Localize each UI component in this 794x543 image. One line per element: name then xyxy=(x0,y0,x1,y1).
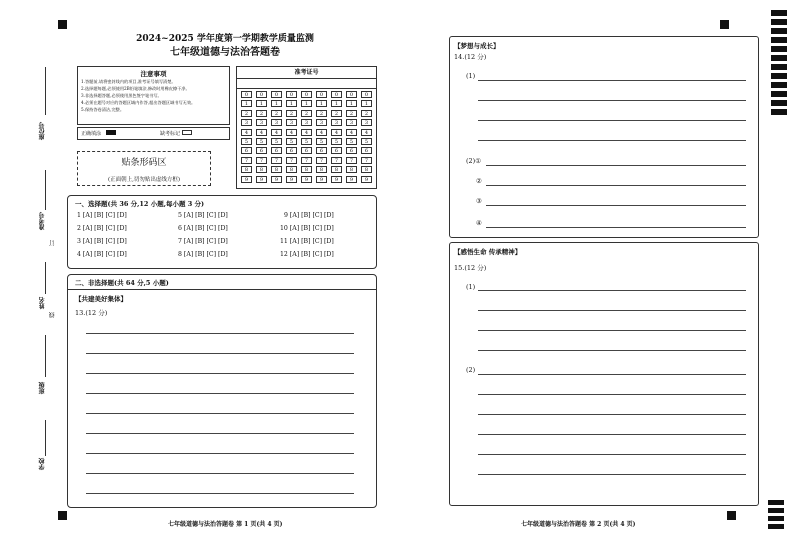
answer-line xyxy=(478,100,746,101)
mc-question[interactable]: 11 [A] [B] [C] [D] xyxy=(280,238,334,245)
exam-digit-bubble[interactable]: 9 xyxy=(241,176,252,183)
exam-digit-bubble[interactable]: 0 xyxy=(241,91,252,98)
notice-item: 2.选择题每题,必须使用2B铅笔填涂,修改时用橡皮擦干净。 xyxy=(81,86,190,91)
answer-line xyxy=(478,434,746,435)
exam-digit-bubble[interactable]: 9 xyxy=(256,176,267,183)
exam-digit-bubble[interactable]: 4 xyxy=(316,129,327,136)
exam-digit-bubble[interactable]: 5 xyxy=(256,138,267,145)
question-label: 14.(12 分) xyxy=(454,53,487,61)
answer-line xyxy=(478,140,746,141)
binding-mark: 线 xyxy=(49,312,56,318)
paper-title: 七年级道德与法治答题卷 xyxy=(170,47,280,58)
exam-digit-bubble[interactable]: 2 xyxy=(361,110,372,117)
exam-digit-bubble[interactable]: 9 xyxy=(361,176,372,183)
mc-question[interactable]: 12 [A] [B] [C] [D] xyxy=(280,251,334,258)
exam-digit-bubble[interactable]: 2 xyxy=(256,110,267,117)
answer-line xyxy=(478,290,746,291)
answer-line xyxy=(478,374,746,375)
exam-digit-bubble[interactable]: 1 xyxy=(241,100,252,107)
exam-digit-bubble[interactable]: 4 xyxy=(271,129,282,136)
dream-growth-section xyxy=(449,36,759,238)
divider xyxy=(68,289,376,290)
mc-question[interactable]: 2 [A] [B] [C] [D] xyxy=(77,225,127,232)
answer-line xyxy=(478,80,746,81)
question-label: 13.(12 分) xyxy=(75,309,108,317)
mc-question[interactable]: 9 [A] [B] [C] [D] xyxy=(284,212,334,219)
exam-digit-bubble[interactable]: 6 xyxy=(286,147,297,154)
correct-fill-label: 正确填涂 xyxy=(81,131,102,137)
answer-line xyxy=(478,454,746,455)
section-title: 一、选择题(共 36 分,12 小题,每小题 3 分) xyxy=(75,200,205,208)
exam-digit-bubble[interactable]: 2 xyxy=(346,110,357,117)
seat-number-line xyxy=(45,67,46,115)
exam-digit-bubble[interactable]: 7 xyxy=(316,157,327,164)
notice-item: 1.答题前,请将密封线内的项目,准考证号填写清楚。 xyxy=(81,79,176,84)
exam-digit-bubble[interactable]: 1 xyxy=(361,100,372,107)
exam-digit-bubble[interactable]: 0 xyxy=(301,91,312,98)
exam-digit-bubble[interactable]: 6 xyxy=(331,147,342,154)
exam-digit-bubble[interactable]: 5 xyxy=(316,138,327,145)
exam-digit-bubble[interactable]: 3 xyxy=(271,119,282,126)
exam-digit-bubble[interactable]: 6 xyxy=(301,147,312,154)
page-footer-left: 七年级道德与法治答题卷 第 1 页(共 4 页) xyxy=(168,521,283,528)
topic-title: 【共建美好集体】 xyxy=(75,295,127,303)
exam-digit-bubble[interactable]: 8 xyxy=(256,166,267,173)
exam-digit-bubble[interactable]: 9 xyxy=(301,176,312,183)
exam-digit-bubble[interactable]: 6 xyxy=(346,147,357,154)
answer-line xyxy=(486,185,746,186)
answer-line xyxy=(86,373,354,374)
mc-question[interactable]: 4 [A] [B] [C] [D] xyxy=(77,251,127,258)
exam-digit-bubble[interactable]: 1 xyxy=(331,100,342,107)
missing-mark-box[interactable] xyxy=(182,130,192,135)
exam-digit-bubble[interactable]: 4 xyxy=(256,129,267,136)
exam-digit-bubble[interactable]: 8 xyxy=(271,166,282,173)
exam-digit-bubble[interactable]: 5 xyxy=(271,138,282,145)
exam-digit-bubble[interactable]: 5 xyxy=(346,138,357,145)
mc-question[interactable]: 3 [A] [B] [C] [D] xyxy=(77,238,127,245)
exam-digit-bubble[interactable]: 1 xyxy=(316,100,327,107)
exam-number-grid xyxy=(236,66,377,189)
exam-digit-bubble[interactable]: 6 xyxy=(271,147,282,154)
exam-digit-bubble[interactable]: 6 xyxy=(361,147,372,154)
exam-digit-bubble[interactable]: 3 xyxy=(346,119,357,126)
exam-digit-bubble[interactable]: 7 xyxy=(346,157,357,164)
exam-digit-bubble[interactable]: 4 xyxy=(301,129,312,136)
mc-question[interactable]: 8 [A] [B] [C] [D] xyxy=(178,251,228,258)
scan-strip xyxy=(771,10,787,128)
exam-digit-bubble[interactable]: 9 xyxy=(271,176,282,183)
name-label: 姓名 xyxy=(39,297,46,309)
class-line xyxy=(45,335,46,377)
exam-number-write-row[interactable] xyxy=(237,78,376,89)
exam-digit-bubble[interactable]: 2 xyxy=(271,110,282,117)
binding-mark: 订 xyxy=(49,240,56,246)
answer-line xyxy=(478,310,746,311)
exam-digit-bubble[interactable]: 2 xyxy=(331,110,342,117)
fill-sample-row xyxy=(77,127,230,140)
exam-digit-bubble[interactable]: 1 xyxy=(271,100,282,107)
mc-question[interactable]: 5 [A] [B] [C] [D] xyxy=(178,212,228,219)
exam-digit-bubble[interactable]: 2 xyxy=(241,110,252,117)
sub-question-label: ③ xyxy=(476,197,482,205)
exam-digit-bubble[interactable]: 3 xyxy=(361,119,372,126)
exam-digit-bubble[interactable]: 8 xyxy=(346,166,357,173)
exam-digit-bubble[interactable]: 5 xyxy=(301,138,312,145)
scan-strip-bottom xyxy=(768,500,784,540)
school-label: 学校 xyxy=(39,458,46,470)
notice-item: 4.必须在题号对应的答题区域内作答,超出答题区域书写无效。 xyxy=(81,100,196,105)
sub-question-label: ④ xyxy=(476,219,482,227)
registration-mark xyxy=(58,511,67,520)
exam-digit-bubble[interactable]: 3 xyxy=(331,119,342,126)
notice-item: 5.保持答卷清洁,完整。 xyxy=(81,107,125,112)
exam-digit-bubble[interactable]: 2 xyxy=(286,110,297,117)
answer-line xyxy=(478,394,746,395)
answer-line xyxy=(86,473,354,474)
exam-digit-bubble[interactable]: 4 xyxy=(331,129,342,136)
answer-line xyxy=(86,433,354,434)
exam-digit-bubble[interactable]: 3 xyxy=(256,119,267,126)
topic-title: 【感悟生命 传承精神】 xyxy=(454,248,522,256)
registration-mark xyxy=(727,511,736,520)
exam-digit-bubble[interactable]: 1 xyxy=(346,100,357,107)
section-title: 二、非选择题(共 64 分,5 小题) xyxy=(75,279,169,287)
exam-digit-bubble[interactable]: 8 xyxy=(241,166,252,173)
exam-digit-bubble[interactable]: 8 xyxy=(286,166,297,173)
exam-digit-bubble[interactable]: 7 xyxy=(361,157,372,164)
written-answer-section xyxy=(67,274,377,508)
exam-digit-bubble[interactable]: 5 xyxy=(286,138,297,145)
mc-question[interactable]: 7 [A] [B] [C] [D] xyxy=(178,238,228,245)
notice-title: 注意事项 xyxy=(140,70,167,78)
answer-line xyxy=(478,350,746,351)
life-spirit-section xyxy=(449,242,759,506)
notice-item: 3.非选择题答题,必须使用黑色签字笔书写。 xyxy=(81,93,162,98)
answer-line xyxy=(86,353,354,354)
exam-digit-bubble[interactable]: 0 xyxy=(271,91,282,98)
exam-digit-bubble[interactable]: 8 xyxy=(361,166,372,173)
answer-line xyxy=(478,474,746,475)
exam-digit-bubble[interactable]: 8 xyxy=(316,166,327,173)
exam-digit-bubble[interactable]: 9 xyxy=(346,176,357,183)
exam-digit-bubble[interactable]: 5 xyxy=(331,138,342,145)
seat-number-label: 座位号 xyxy=(39,122,46,140)
exam-digit-bubble[interactable]: 6 xyxy=(241,147,252,154)
exam-digit-bubble[interactable]: 0 xyxy=(286,91,297,98)
exam-digit-bubble[interactable]: 1 xyxy=(256,100,267,107)
exam-digit-bubble[interactable]: 4 xyxy=(241,129,252,136)
answer-line xyxy=(486,205,746,206)
exam-title: 2024~2025 学年度第一学期教学质量监测 xyxy=(136,34,314,44)
exam-digit-bubble[interactable]: 7 xyxy=(256,157,267,164)
class-label: 班级 xyxy=(39,382,46,394)
exam-number-title: 准考证号 xyxy=(237,67,376,79)
correct-fill-swatch xyxy=(106,130,116,135)
exam-digit-bubble[interactable]: 0 xyxy=(331,91,342,98)
sub-question-label: (2) xyxy=(466,366,476,374)
exam-digit-bubble[interactable]: 1 xyxy=(301,100,312,107)
exam-digit-bubble[interactable]: 4 xyxy=(286,129,297,136)
answer-line xyxy=(86,453,354,454)
registration-mark xyxy=(58,20,67,29)
mc-question[interactable]: 10 [A] [B] [C] [D] xyxy=(280,225,334,232)
answer-line xyxy=(86,413,354,414)
exam-digit-bubble[interactable]: 6 xyxy=(316,147,327,154)
sub-question-label: (1) xyxy=(466,283,476,291)
exam-digit-bubble[interactable]: 0 xyxy=(361,91,372,98)
barcode-area xyxy=(77,151,211,186)
exam-digit-bubble[interactable]: 3 xyxy=(301,119,312,126)
exam-number-line xyxy=(45,170,46,210)
exam-digit-bubble[interactable]: 2 xyxy=(301,110,312,117)
exam-digit-bubble[interactable]: 3 xyxy=(316,119,327,126)
notice-box xyxy=(77,66,230,125)
exam-digit-bubble[interactable]: 1 xyxy=(286,100,297,107)
barcode-subtitle: (正面朝上,切勿贴出虚线方框) xyxy=(107,177,181,183)
exam-digit-bubble[interactable]: 7 xyxy=(271,157,282,164)
answer-line xyxy=(478,330,746,331)
multiple-choice-section xyxy=(67,195,377,269)
exam-digit-bubble[interactable]: 9 xyxy=(331,176,342,183)
exam-digit-bubble[interactable]: 3 xyxy=(286,119,297,126)
exam-digit-bubble[interactable]: 5 xyxy=(241,138,252,145)
exam-digit-bubble[interactable]: 0 xyxy=(346,91,357,98)
sub-question-label: ② xyxy=(476,177,482,185)
mc-question[interactable]: 6 [A] [B] [C] [D] xyxy=(178,225,228,232)
sub-question-label: (2)① xyxy=(466,157,482,165)
exam-digit-bubble[interactable]: 4 xyxy=(361,129,372,136)
exam-digit-bubble[interactable]: 4 xyxy=(346,129,357,136)
registration-mark xyxy=(720,20,729,29)
school-line xyxy=(45,420,46,456)
mc-question[interactable]: 1 [A] [B] [C] [D] xyxy=(77,212,127,219)
exam-digit-bubble[interactable]: 0 xyxy=(316,91,327,98)
answer-line xyxy=(86,393,354,394)
exam-digit-bubble[interactable]: 6 xyxy=(256,147,267,154)
exam-digit-bubble[interactable]: 7 xyxy=(286,157,297,164)
answer-line xyxy=(486,165,746,166)
exam-digit-bubble[interactable]: 5 xyxy=(361,138,372,145)
question-label: 15.(12 分) xyxy=(454,264,487,272)
answer-line xyxy=(86,333,354,334)
exam-digit-bubble[interactable]: 7 xyxy=(301,157,312,164)
answer-line xyxy=(86,493,354,494)
exam-digit-bubble[interactable]: 7 xyxy=(331,157,342,164)
sub-question-label: (1) xyxy=(466,72,476,80)
answer-line xyxy=(478,414,746,415)
page-footer-right: 七年级道德与法治答题卷 第 2 页(共 4 页) xyxy=(521,521,636,528)
exam-digit-bubble[interactable]: 2 xyxy=(316,110,327,117)
missing-mark-label: 缺考标记 xyxy=(160,131,181,137)
barcode-title: 贴条形码区 xyxy=(121,158,167,168)
exam-digit-bubble[interactable]: 8 xyxy=(331,166,342,173)
name-line xyxy=(45,262,46,294)
exam-digit-bubble[interactable]: 8 xyxy=(301,166,312,173)
answer-line xyxy=(478,120,746,121)
exam-digit-bubble[interactable]: 0 xyxy=(256,91,267,98)
exam-digit-bubble[interactable]: 9 xyxy=(316,176,327,183)
exam-digit-bubble[interactable]: 7 xyxy=(241,157,252,164)
exam-digit-bubble[interactable]: 9 xyxy=(286,176,297,183)
exam-number-label: 准考号 xyxy=(39,212,46,230)
topic-title: 【梦想与成长】 xyxy=(454,42,500,50)
answer-line xyxy=(486,227,746,228)
exam-digit-bubble[interactable]: 3 xyxy=(241,119,252,126)
